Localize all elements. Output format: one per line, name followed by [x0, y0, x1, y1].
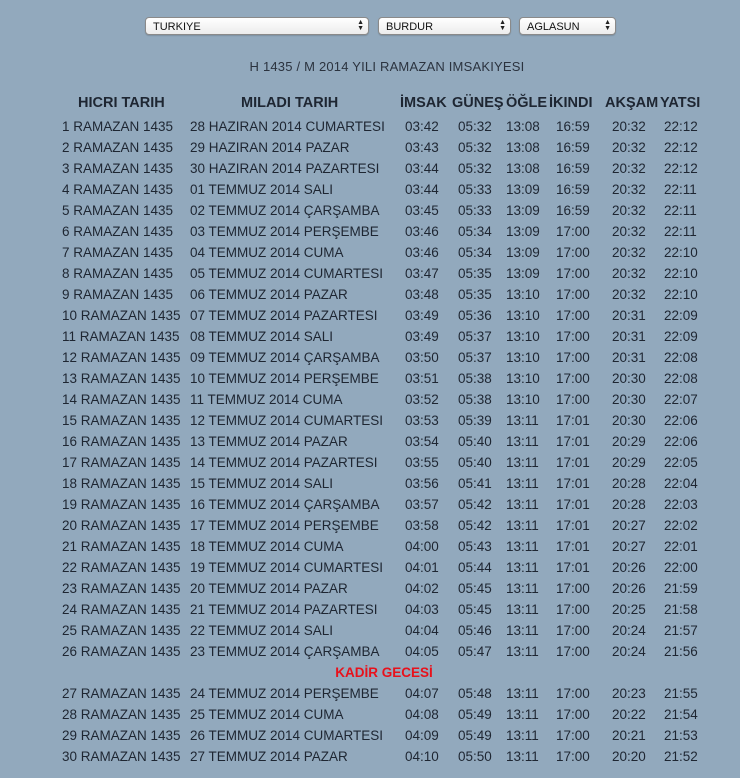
cell-ogle: 13:11: [506, 476, 539, 491]
cell-aksam: 20:32: [612, 161, 646, 176]
cell-gunes: 05:32: [458, 119, 492, 134]
cell-yatsi: 22:10: [664, 245, 698, 260]
cell-hicri: 3 RAMAZAN 1435: [62, 161, 174, 176]
cell-ikindi: 17:00: [556, 728, 590, 743]
cell-ogle: 13:08: [506, 119, 540, 134]
cell-imsak: 04:07: [405, 686, 439, 701]
table-row: [0, 473, 740, 494]
city-select-value: BURDUR: [386, 21, 434, 33]
header-ogle: ÖĞLE: [506, 95, 548, 111]
cell-ikindi: 17:00: [556, 602, 590, 617]
cell-miladi: 22 TEMMUZ 2014 SALI: [190, 623, 334, 638]
table-row: [0, 179, 740, 200]
cell-aksam: 20:30: [612, 413, 646, 428]
cell-imsak: 03:56: [405, 476, 439, 491]
cell-gunes: 05:44: [458, 560, 492, 575]
cell-miladi: 24 TEMMUZ 2014 PERŞEMBE: [190, 686, 379, 701]
cell-aksam: 20:27: [612, 539, 646, 554]
cell-imsak: 04:02: [405, 581, 439, 596]
cell-ikindi: 17:00: [556, 329, 590, 344]
cell-imsak: 03:45: [405, 203, 439, 218]
cell-ikindi: 17:00: [556, 581, 590, 596]
cell-yatsi: 22:12: [664, 140, 698, 155]
cell-imsak: 04:05: [405, 644, 439, 659]
select-arrows-icon: ▲ ▼: [357, 19, 364, 32]
cell-imsak: 03:44: [405, 161, 439, 176]
cell-yatsi: 22:03: [664, 497, 698, 512]
cell-aksam: 20:32: [612, 140, 646, 155]
cell-aksam: 20:30: [612, 392, 646, 407]
table-row: [0, 431, 740, 452]
cell-gunes: 05:46: [458, 623, 492, 638]
cell-hicri: 28 RAMAZAN 1435: [62, 707, 181, 722]
table-row: [0, 452, 740, 473]
cell-imsak: 03:48: [405, 287, 439, 302]
cell-miladi: 06 TEMMUZ 2014 PAZAR: [190, 287, 348, 302]
cell-ikindi: 16:59: [556, 119, 590, 134]
cell-gunes: 05:39: [458, 413, 492, 428]
cell-yatsi: 22:11: [664, 224, 697, 239]
table-row: [0, 746, 740, 767]
cell-hicri: 18 RAMAZAN 1435: [62, 476, 181, 491]
cell-aksam: 20:24: [612, 623, 646, 638]
cell-gunes: 05:34: [458, 245, 492, 260]
cell-gunes: 05:38: [458, 371, 492, 386]
table-row: [0, 305, 740, 326]
table-row: [0, 410, 740, 431]
cell-hicri: 14 RAMAZAN 1435: [62, 392, 181, 407]
cell-imsak: 03:57: [405, 497, 439, 512]
header-miladi: MILADI TARIH: [241, 95, 339, 111]
cell-yatsi: 22:00: [664, 560, 698, 575]
cell-imsak: 04:08: [405, 707, 439, 722]
cell-ogle: 13:11: [506, 707, 539, 722]
cell-ikindi: 17:00: [556, 749, 590, 764]
header-yatsi: YATSI: [660, 95, 701, 111]
table-row: [0, 389, 740, 410]
cell-miladi: 26 TEMMUZ 2014 CUMARTESI: [190, 728, 384, 743]
cell-hicri: 4 RAMAZAN 1435: [62, 182, 174, 197]
cell-hicri: 8 RAMAZAN 1435: [62, 266, 174, 281]
cell-aksam: 20:28: [612, 497, 646, 512]
cell-miladi: 01 TEMMUZ 2014 SALI: [190, 182, 334, 197]
cell-miladi: 02 TEMMUZ 2014 ÇARŞAMBA: [190, 203, 380, 218]
cell-hicri: 7 RAMAZAN 1435: [62, 245, 174, 260]
cell-ogle: 13:10: [506, 287, 540, 302]
cell-imsak: 03:49: [405, 329, 439, 344]
cell-aksam: 20:32: [612, 182, 646, 197]
cell-ikindi: 17:00: [556, 623, 590, 638]
cell-ogle: 13:10: [506, 392, 540, 407]
cell-hicri: 20 RAMAZAN 1435: [62, 518, 181, 533]
cell-aksam: 20:32: [612, 287, 646, 302]
table-row: [0, 137, 740, 158]
cell-ikindi: 17:00: [556, 686, 590, 701]
table-row: [0, 242, 740, 263]
cell-yatsi: 21:52: [664, 749, 698, 764]
cell-miladi: 23 TEMMUZ 2014 ÇARŞAMBA: [190, 644, 380, 659]
cell-aksam: 20:30: [612, 371, 646, 386]
cell-imsak: 03:44: [405, 182, 439, 197]
cell-imsak: 03:58: [405, 518, 439, 533]
cell-yatsi: 22:08: [664, 371, 698, 386]
cell-aksam: 20:26: [612, 560, 646, 575]
cell-ikindi: 16:59: [556, 140, 590, 155]
cell-gunes: 05:47: [458, 644, 492, 659]
cell-aksam: 20:32: [612, 245, 646, 260]
cell-aksam: 20:32: [612, 224, 646, 239]
table-row: [0, 620, 740, 641]
cell-ogle: 13:10: [506, 329, 540, 344]
cell-ikindi: 17:00: [556, 350, 590, 365]
table-row: [0, 578, 740, 599]
cell-gunes: 05:33: [458, 182, 492, 197]
cell-aksam: 20:32: [612, 203, 646, 218]
table-row: [0, 599, 740, 620]
cell-imsak: 03:46: [405, 224, 439, 239]
cell-yatsi: 22:09: [664, 329, 698, 344]
cell-ogle: 13:09: [506, 266, 540, 281]
cell-gunes: 05:42: [458, 497, 492, 512]
cell-imsak: 03:52: [405, 392, 439, 407]
cell-imsak: 03:55: [405, 455, 439, 470]
table-row: [0, 536, 740, 557]
cell-gunes: 05:40: [458, 434, 492, 449]
cell-aksam: 20:31: [612, 308, 646, 323]
cell-ogle: 13:09: [506, 245, 540, 260]
cell-yatsi: 21:56: [664, 644, 698, 659]
cell-yatsi: 22:10: [664, 266, 698, 281]
cell-miladi: 15 TEMMUZ 2014 SALI: [190, 476, 334, 491]
header-hicri: HICRI TARIH: [78, 95, 165, 111]
cell-aksam: 20:29: [612, 434, 646, 449]
cell-ogle: 13:08: [506, 161, 540, 176]
cell-imsak: 03:53: [405, 413, 439, 428]
cell-gunes: 05:35: [458, 287, 492, 302]
cell-yatsi: 21:59: [664, 581, 698, 596]
cell-miladi: 18 TEMMUZ 2014 CUMA: [190, 539, 344, 554]
cell-miladi: 27 TEMMUZ 2014 PAZAR: [190, 749, 348, 764]
cell-ikindi: 17:01: [556, 560, 590, 575]
table-row: [0, 263, 740, 284]
cell-aksam: 20:31: [612, 350, 646, 365]
table-row: [0, 515, 740, 536]
cell-imsak: 03:49: [405, 308, 439, 323]
cell-ikindi: 17:00: [556, 371, 590, 386]
cell-gunes: 05:41: [458, 476, 492, 491]
cell-ogle: 13:09: [506, 224, 540, 239]
cell-ogle: 13:11: [506, 728, 539, 743]
cell-miladi: 12 TEMMUZ 2014 CUMARTESI: [190, 413, 384, 428]
table-row: [0, 284, 740, 305]
cell-yatsi: 22:07: [664, 392, 698, 407]
cell-aksam: 20:24: [612, 644, 646, 659]
cell-yatsi: 21:57: [664, 623, 698, 638]
select-arrows-icon: ▲ ▼: [604, 19, 611, 32]
cell-miladi: 10 TEMMUZ 2014 PERŞEMBE: [190, 371, 379, 386]
cell-ogle: 13:11: [506, 497, 539, 512]
cell-gunes: 05:49: [458, 728, 492, 743]
cell-yatsi: 22:02: [664, 518, 698, 533]
cell-hicri: 6 RAMAZAN 1435: [62, 224, 174, 239]
cell-miladi: 19 TEMMUZ 2014 CUMARTESI: [190, 560, 384, 575]
cell-ogle: 13:11: [506, 602, 539, 617]
cell-ogle: 13:09: [506, 182, 540, 197]
location-selectors: [0, 17, 740, 37]
cell-imsak: 03:43: [405, 140, 439, 155]
cell-hicri: 25 RAMAZAN 1435: [62, 623, 181, 638]
table-row: [0, 683, 740, 704]
table-row: [0, 158, 740, 179]
cell-hicri: 30 RAMAZAN 1435: [62, 749, 181, 764]
cell-miladi: 16 TEMMUZ 2014 ÇARŞAMBA: [190, 497, 380, 512]
cell-hicri: 27 RAMAZAN 1435: [62, 686, 181, 701]
cell-gunes: 05:49: [458, 707, 492, 722]
cell-yatsi: 21:55: [664, 686, 698, 701]
cell-yatsi: 22:01: [664, 539, 698, 554]
cell-yatsi: 22:05: [664, 455, 698, 470]
cell-hicri: 15 RAMAZAN 1435: [62, 413, 181, 428]
cell-hicri: 5 RAMAZAN 1435: [62, 203, 174, 218]
select-arrows-icon: ▲ ▼: [499, 19, 506, 32]
cell-miladi: 30 HAZIRAN 2014 PAZARTESI: [190, 161, 380, 176]
cell-miladi: 07 TEMMUZ 2014 PAZARTESI: [190, 308, 378, 323]
cell-ogle: 13:11: [506, 644, 539, 659]
imsakiye-table: [0, 116, 740, 767]
table-row: [0, 368, 740, 389]
cell-miladi: 21 TEMMUZ 2014 PAZARTESI: [190, 602, 378, 617]
cell-hicri: 26 RAMAZAN 1435: [62, 644, 181, 659]
cell-ikindi: 17:01: [556, 413, 590, 428]
cell-ogle: 13:11: [506, 455, 539, 470]
cell-yatsi: 22:11: [664, 182, 697, 197]
cell-ogle: 13:11: [506, 518, 539, 533]
cell-hicri: 1 RAMAZAN 1435: [62, 119, 174, 134]
table-row: [0, 725, 740, 746]
cell-aksam: 20:28: [612, 476, 646, 491]
cell-hicri: 9 RAMAZAN 1435: [62, 287, 174, 302]
cell-imsak: 03:46: [405, 245, 439, 260]
cell-hicri: 23 RAMAZAN 1435: [62, 581, 181, 596]
cell-aksam: 20:21: [612, 728, 646, 743]
cell-hicri: 24 RAMAZAN 1435: [62, 602, 181, 617]
cell-aksam: 20:32: [612, 266, 646, 281]
page-subtitle: H 1435 / M 2014 YILI RAMAZAN IMSAKIYESI: [249, 59, 525, 74]
table-row: [0, 221, 740, 242]
cell-yatsi: 22:04: [664, 476, 698, 491]
cell-ikindi: 16:59: [556, 161, 590, 176]
cell-miladi: 20 TEMMUZ 2014 PAZAR: [190, 581, 348, 596]
cell-aksam: 20:32: [612, 119, 646, 134]
cell-imsak: 04:04: [405, 623, 439, 638]
cell-hicri: 22 RAMAZAN 1435: [62, 560, 181, 575]
cell-ikindi: 17:00: [556, 308, 590, 323]
cell-miladi: 03 TEMMUZ 2014 PERŞEMBE: [190, 224, 379, 239]
cell-ogle: 13:11: [506, 686, 539, 701]
cell-gunes: 05:34: [458, 224, 492, 239]
cell-ogle: 13:10: [506, 371, 540, 386]
cell-gunes: 05:40: [458, 455, 492, 470]
cell-hicri: 17 RAMAZAN 1435: [62, 455, 181, 470]
cell-miladi: 25 TEMMUZ 2014 CUMA: [190, 707, 344, 722]
cell-hicri: 12 RAMAZAN 1435: [62, 350, 181, 365]
cell-hicri: 16 RAMAZAN 1435: [62, 434, 181, 449]
cell-imsak: 03:54: [405, 434, 439, 449]
cell-gunes: 05:50: [458, 749, 492, 764]
cell-ogle: 13:11: [506, 539, 539, 554]
country-select-value: TURKIYE: [153, 21, 201, 33]
cell-miladi: 17 TEMMUZ 2014 PERŞEMBE: [190, 518, 379, 533]
cell-ikindi: 17:01: [556, 455, 590, 470]
cell-yatsi: 22:10: [664, 287, 698, 302]
table-row: [0, 494, 740, 515]
cell-ikindi: 17:01: [556, 539, 590, 554]
header-imsak: İMSAK: [400, 95, 447, 111]
cell-hicri: 10 RAMAZAN 1435: [62, 308, 181, 323]
country-select[interactable]: [145, 17, 369, 35]
cell-imsak: 04:10: [405, 749, 439, 764]
table-row: [0, 347, 740, 368]
cell-imsak: 04:01: [405, 560, 439, 575]
cell-yatsi: 22:11: [664, 203, 697, 218]
cell-ogle: 13:11: [506, 749, 539, 764]
cell-miladi: 29 HAZIRAN 2014 PAZAR: [190, 140, 350, 155]
cell-hicri: 2 RAMAZAN 1435: [62, 140, 174, 155]
cell-ogle: 13:11: [506, 560, 539, 575]
table-row: [0, 116, 740, 137]
cell-gunes: 05:45: [458, 581, 492, 596]
cell-ikindi: 17:00: [556, 266, 590, 281]
cell-miladi: 13 TEMMUZ 2014 PAZAR: [190, 434, 348, 449]
cell-yatsi: 21:53: [664, 728, 698, 743]
kadir-gecesi-label: KADİR GECESİ: [335, 665, 433, 680]
cell-yatsi: 22:12: [664, 119, 698, 134]
cell-imsak: 03:51: [405, 371, 439, 386]
cell-aksam: 20:26: [612, 581, 646, 596]
cell-ogle: 13:10: [506, 350, 540, 365]
district-select[interactable]: [519, 17, 616, 35]
cell-yatsi: 22:12: [664, 161, 698, 176]
cell-gunes: 05:33: [458, 203, 492, 218]
cell-gunes: 05:43: [458, 539, 492, 554]
header-ikindi: İKINDI: [549, 95, 593, 111]
cell-gunes: 05:45: [458, 602, 492, 617]
cell-yatsi: 22:09: [664, 308, 698, 323]
city-select[interactable]: [378, 17, 511, 35]
cell-miladi: 05 TEMMUZ 2014 CUMARTESI: [190, 266, 384, 281]
cell-yatsi: 21:58: [664, 602, 698, 617]
cell-aksam: 20:23: [612, 686, 646, 701]
cell-ikindi: 17:01: [556, 476, 590, 491]
cell-ikindi: 17:01: [556, 434, 590, 449]
cell-ogle: 13:09: [506, 203, 540, 218]
cell-aksam: 20:31: [612, 329, 646, 344]
cell-yatsi: 21:54: [664, 707, 698, 722]
cell-hicri: 21 RAMAZAN 1435: [62, 539, 181, 554]
cell-gunes: 05:36: [458, 308, 492, 323]
cell-miladi: 08 TEMMUZ 2014 SALI: [190, 329, 334, 344]
cell-ikindi: 17:00: [556, 392, 590, 407]
cell-hicri: 19 RAMAZAN 1435: [62, 497, 181, 512]
table-row: [0, 641, 740, 662]
cell-aksam: 20:20: [612, 749, 646, 764]
cell-ikindi: 16:59: [556, 203, 590, 218]
cell-ikindi: 17:01: [556, 497, 590, 512]
cell-aksam: 20:27: [612, 518, 646, 533]
cell-gunes: 05:35: [458, 266, 492, 281]
kadir-gecesi-row: [0, 662, 740, 683]
cell-miladi: 04 TEMMUZ 2014 CUMA: [190, 245, 344, 260]
cell-yatsi: 22:08: [664, 350, 698, 365]
header-gunes: GÜNEŞ: [452, 95, 504, 111]
cell-aksam: 20:29: [612, 455, 646, 470]
cell-miladi: 14 TEMMUZ 2014 PAZARTESI: [190, 455, 378, 470]
cell-hicri: 13 RAMAZAN 1435: [62, 371, 181, 386]
cell-ogle: 13:10: [506, 308, 540, 323]
cell-ogle: 13:11: [506, 623, 539, 638]
cell-imsak: 04:09: [405, 728, 439, 743]
cell-miladi: 11 TEMMUZ 2014 CUMA: [190, 392, 343, 407]
cell-imsak: 04:00: [405, 539, 439, 554]
cell-ikindi: 17:00: [556, 644, 590, 659]
cell-gunes: 05:37: [458, 329, 492, 344]
cell-gunes: 05:37: [458, 350, 492, 365]
cell-imsak: 03:50: [405, 350, 439, 365]
cell-ikindi: 17:00: [556, 707, 590, 722]
cell-ogle: 13:11: [506, 434, 539, 449]
cell-gunes: 05:32: [458, 140, 492, 155]
cell-gunes: 05:42: [458, 518, 492, 533]
cell-aksam: 20:25: [612, 602, 646, 617]
cell-ogle: 13:11: [506, 581, 539, 596]
cell-yatsi: 22:06: [664, 434, 698, 449]
district-select-value: AGLASUN: [527, 21, 580, 33]
table-row: [0, 704, 740, 725]
cell-ikindi: 17:00: [556, 245, 590, 260]
cell-ikindi: 17:00: [556, 287, 590, 302]
cell-hicri: 11 RAMAZAN 1435: [62, 329, 180, 344]
cell-gunes: 05:38: [458, 392, 492, 407]
cell-imsak: 04:03: [405, 602, 439, 617]
cell-yatsi: 22:06: [664, 413, 698, 428]
cell-gunes: 05:32: [458, 161, 492, 176]
cell-ikindi: 17:01: [556, 518, 590, 533]
table-row: [0, 326, 740, 347]
cell-aksam: 20:22: [612, 707, 646, 722]
cell-ikindi: 17:00: [556, 224, 590, 239]
cell-miladi: 28 HAZIRAN 2014 CUMARTESI: [190, 119, 385, 134]
cell-gunes: 05:48: [458, 686, 492, 701]
header-aksam: AKŞAM: [605, 95, 659, 111]
cell-hicri: 29 RAMAZAN 1435: [62, 728, 181, 743]
cell-ikindi: 16:59: [556, 182, 590, 197]
cell-imsak: 03:47: [405, 266, 439, 281]
cell-miladi: 09 TEMMUZ 2014 ÇARŞAMBA: [190, 350, 380, 365]
table-row: [0, 557, 740, 578]
cell-ogle: 13:11: [506, 413, 539, 428]
cell-ogle: 13:08: [506, 140, 540, 155]
table-row: [0, 200, 740, 221]
cell-imsak: 03:42: [405, 119, 439, 134]
